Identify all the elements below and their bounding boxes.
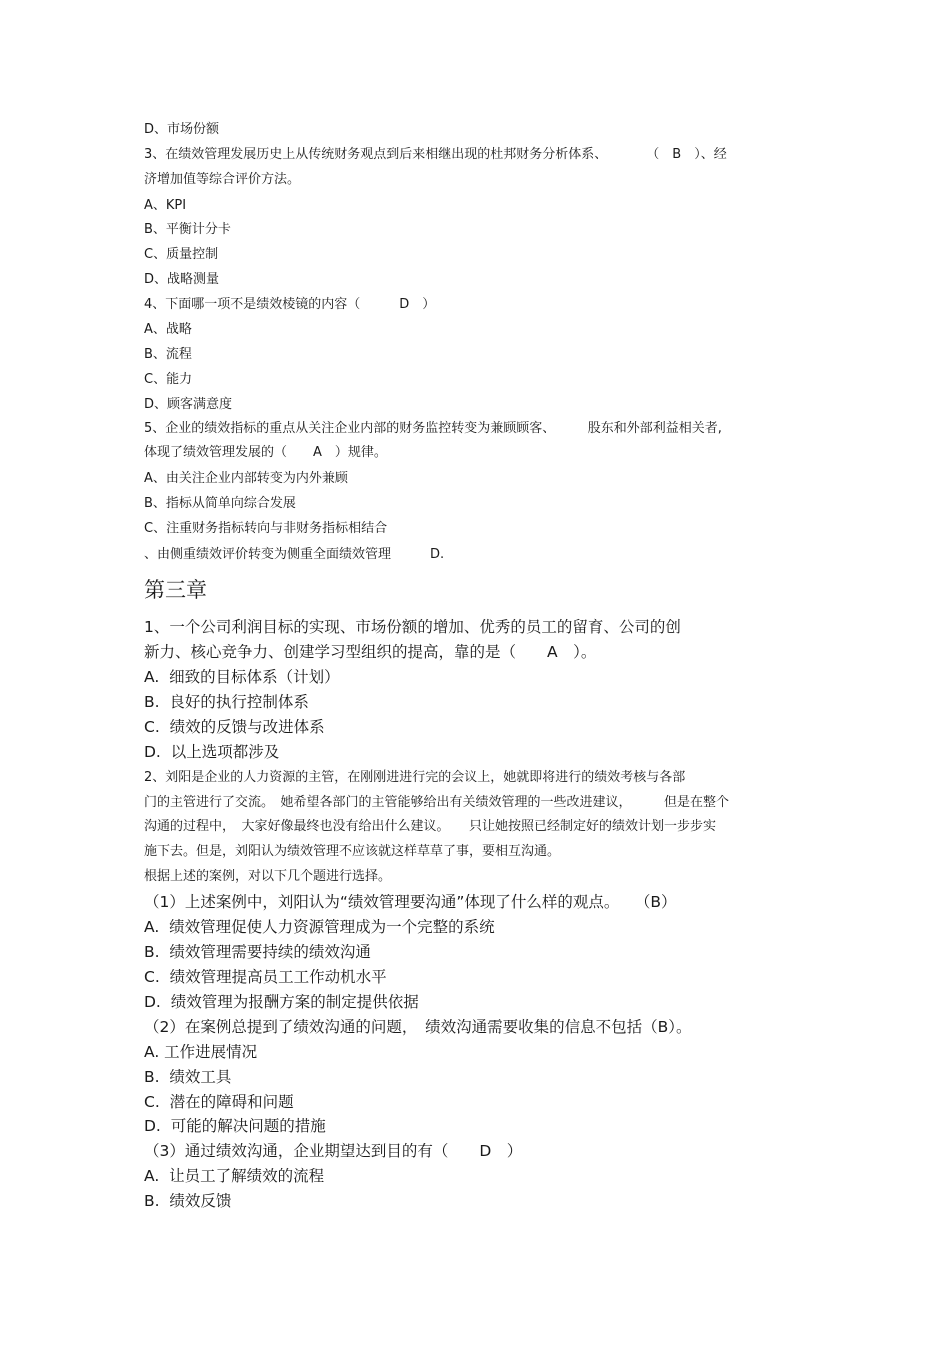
text-line: （1）上述案例中，刘阳认为“绩效管理要沟通”体现了什么样的观点。 （B） (144, 893, 677, 911)
text-line: A、战略 (144, 322, 192, 337)
text-line: B、流程 (144, 347, 192, 362)
text-line: 施下去。但是，刘阳认为绩效管理不应该就这样草草了事，要相互沟通。 (144, 844, 561, 859)
text-line: D. 以上选项都涉及 (144, 743, 280, 761)
text-line: A. 让员工了解绩效的流程 (144, 1167, 325, 1185)
text-line: 新力、核心竞争力、创建学习型组织的提高，靠的是（ A ）。 (144, 643, 597, 661)
text-line: C、注重财务指标转向与非财务指标相结合 (144, 521, 388, 536)
text-line: A. 细致的目标体系（计划） (144, 668, 340, 686)
text-line: 2、刘阳是企业的人力资源的主管，在刚刚进进行完的会议上，她就即将进行的绩效考核与各部 (144, 770, 686, 785)
text-line: 沟通的过程中， 大家好像最终也没有给出什么建议。 只让她按照已经制定好的绩效计划一步步实 (144, 819, 717, 834)
text-line: D、市场份额 (144, 122, 220, 137)
text-line: 根据上述的案例，对以下几个题进行选择。 (144, 869, 392, 884)
text-line: 济增加值等综合评价方法。 (144, 172, 301, 187)
text-line: 、由侧重绩效评价转变为侧重全面绩效管理 D. (144, 547, 445, 562)
text-line: D. 绩效管理为报酬方案的制定提供依据 (144, 993, 419, 1011)
text-line: B. 良好的执行控制体系 (144, 693, 309, 711)
text-line: B、平衡计分卡 (144, 222, 231, 237)
text-line: B. 绩效管理需要持续的绩效沟通 (144, 943, 371, 961)
text-line: 4、下面哪一项不是绩效棱镜的内容（ D ） (144, 297, 436, 312)
text-line: 门的主管进行了交流。 她希望各部门的主管能够给出有关绩效管理的一些改进建议， 但是在整个 (144, 795, 730, 810)
text-line: 5、企业的绩效指标的重点从关注企业内部的财务监控转变为兼顾顾客、 股东和外部利益相关者, (144, 421, 722, 436)
text-line: A. 工作进展情况 (144, 1043, 258, 1061)
text-line: D、顾客满意度 (144, 397, 233, 412)
text-line: C. 绩效管理提高员工工作动机水平 (144, 968, 387, 986)
text-line: C. 绩效的反馈与改进体系 (144, 718, 325, 736)
chapter-heading: 第三章 (144, 578, 207, 602)
text-line: D. 可能的解决问题的措施 (144, 1117, 326, 1135)
text-line: （2）在案例总提到了绩效沟通的问题， 绩效沟通需要收集的信息不包括（B）。 (144, 1018, 692, 1036)
text-line: D、战略测量 (144, 272, 220, 287)
text-line: （3）通过绩效沟通，企业期望达到目的有（ D ） (144, 1142, 523, 1160)
text-line: C、能力 (144, 372, 193, 387)
text-line: 1、一个公司利润目标的实现、市场份额的增加、优秀的员工的留育、公司的创 (144, 618, 681, 636)
text-line: A、由关注企业内部转变为内外兼顾 (144, 471, 348, 486)
text-line: C、质量控制 (144, 247, 219, 262)
text-line: B. 绩效反馈 (144, 1192, 232, 1210)
text-line: A. 绩效管理促使人力资源管理成为一个完整的系统 (144, 918, 495, 936)
text-line: B、指标从简单向综合发展 (144, 496, 296, 511)
text-line: C. 潜在的障碍和问题 (144, 1093, 294, 1111)
text-line: 3、在绩效管理发展历史上从传统财务观点到后来相继出现的杜邦财务分析体系、 （ B ）、经 (144, 147, 727, 162)
text-line: A、KPI (144, 198, 187, 213)
text-line: B. 绩效工具 (144, 1068, 232, 1086)
text-line: 体现了绩效管理发展的（ A ）规律。 (144, 445, 387, 460)
